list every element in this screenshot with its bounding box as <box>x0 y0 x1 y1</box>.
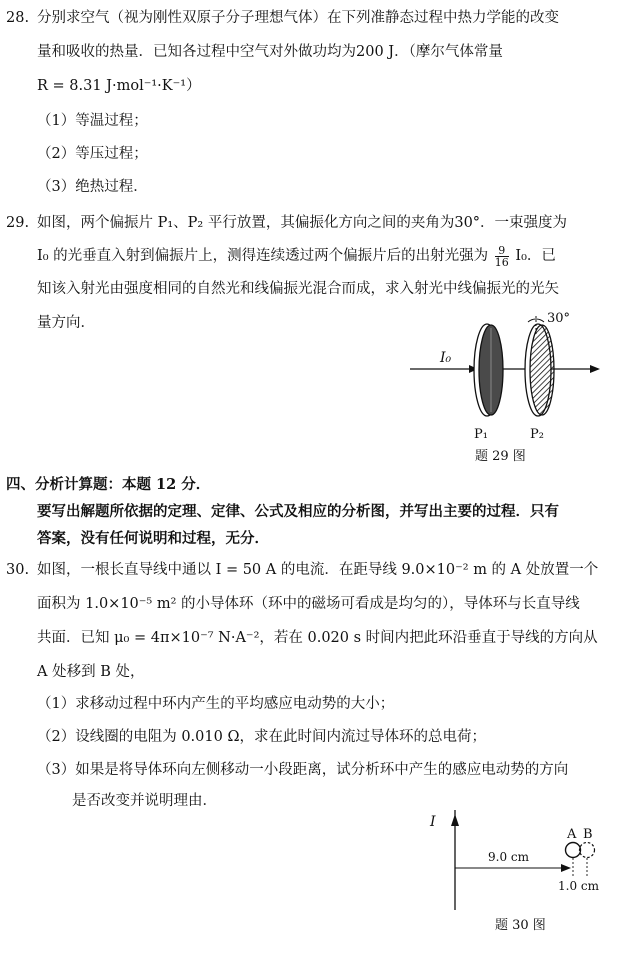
q30-item-3-line-1: （3）如果是将导体环向左侧移动一小段距离，试分析环中产生的感应电动势的方向 <box>37 762 569 778</box>
q28-item-isothermal: （1）等温过程； <box>37 113 148 129</box>
ring-a <box>566 843 581 858</box>
beam-arrow-2 <box>590 365 600 373</box>
gap-label: 1.0 cm <box>558 879 599 893</box>
q28-text-line-1: 分别求空气（视为刚性双原子分子理想气体）在下列准静态过程中热力学能的改变 <box>37 10 559 26</box>
ring-b <box>580 843 595 858</box>
q28-item-adiabatic: （3）绝热过程． <box>37 179 148 195</box>
figure-29-caption: 题 29 图 <box>475 449 526 462</box>
distance-arrow <box>561 864 571 872</box>
beam-label: I₀ <box>440 350 452 366</box>
label-a: A <box>567 827 577 842</box>
q28-item-isobaric: （2）等压过程； <box>37 146 148 162</box>
figure-30-caption: 题 30 图 <box>495 918 546 933</box>
q30-number: 30. <box>6 562 30 578</box>
q30-item-1: （1）求移动过程中环内产生的平均感应电动势的大小； <box>37 696 395 712</box>
q28-number: 28. <box>6 10 30 26</box>
q29-fraction <box>495 245 509 268</box>
q30-text-line-4: A 处移到 B 处， <box>37 664 145 680</box>
q30-text-line-3: 共面．已知 μ₀ = 4π×10⁻⁷ N·A⁻²，若在 0.020 s 时间内把此环沿垂直于导线的方向从 <box>37 630 598 646</box>
current-arrow <box>451 814 459 826</box>
label-b: B <box>583 827 593 842</box>
angle-label: 30° <box>547 311 571 326</box>
polarizer-p2 <box>530 325 554 415</box>
figure-29 <box>410 300 610 462</box>
section-4-instruction-2: 答案，没有任何说明和过程，无分． <box>37 530 269 547</box>
q29-text-line-3: 知该入射光由强度相同的自然光和线偏振光混合而成，求入射光中线偏振光的光矢 <box>37 281 559 297</box>
q29-text-line-1: 如图，两个偏振片 P₁、P₂ 平行放置，其偏振化方向之间的夹角为30°．一束强度为 <box>37 215 568 231</box>
q29-line-2-end: I₀．已 <box>515 248 556 264</box>
q30-text-line-2: 面积为 1.0×10⁻⁵ m² 的小导体环（环中的磁场可看成是均匀的），导体环与长直导线 <box>37 596 580 612</box>
figure-30 <box>420 802 610 962</box>
q28-text-line-2: 量和吸收的热量．已知各过程中空气对外做功均为200 J．（摩尔气体常量 <box>37 44 503 60</box>
current-label: I <box>430 814 436 830</box>
q29-fraction-denominator: 16 <box>494 255 509 269</box>
q30-item-3-line-2: 是否改变并说明理由． <box>72 793 217 809</box>
distance-label: 9.0 cm <box>488 850 529 864</box>
section-4-heading: 四、分析计算题：本题 12 分． <box>6 476 211 493</box>
q30-item-2: （2）设线圈的电阻为 0.010 Ω，求在此时间内流过导体环的总电荷； <box>37 729 486 745</box>
q29-number: 29. <box>6 215 30 231</box>
p2-label: P₂ <box>530 427 544 442</box>
q29-line-2-start: I₀ 的光垂直入射到偏振片上，测得连续透过两个偏振片后的出射光强为 <box>37 248 489 264</box>
q29-fraction-numerator: 9 <box>495 245 509 257</box>
q29-text-line-4: 量方向． <box>37 315 95 331</box>
q28-gas-constant: R = 8.31 J·mol⁻¹·K⁻¹） <box>37 78 201 94</box>
p1-label: P₁ <box>474 427 488 442</box>
q29-text-line-2 <box>37 241 556 271</box>
section-4-instruction-1: 要写出解题所依据的定理、定律、公式及相应的分析图，并写出主要的过程．只有 <box>37 503 559 520</box>
q30-text-line-1: 如图，一根长直导线中通以 I = 50 A 的电流．在距导线 9.0×10⁻² m 的 A 处放置一个 <box>37 562 599 578</box>
